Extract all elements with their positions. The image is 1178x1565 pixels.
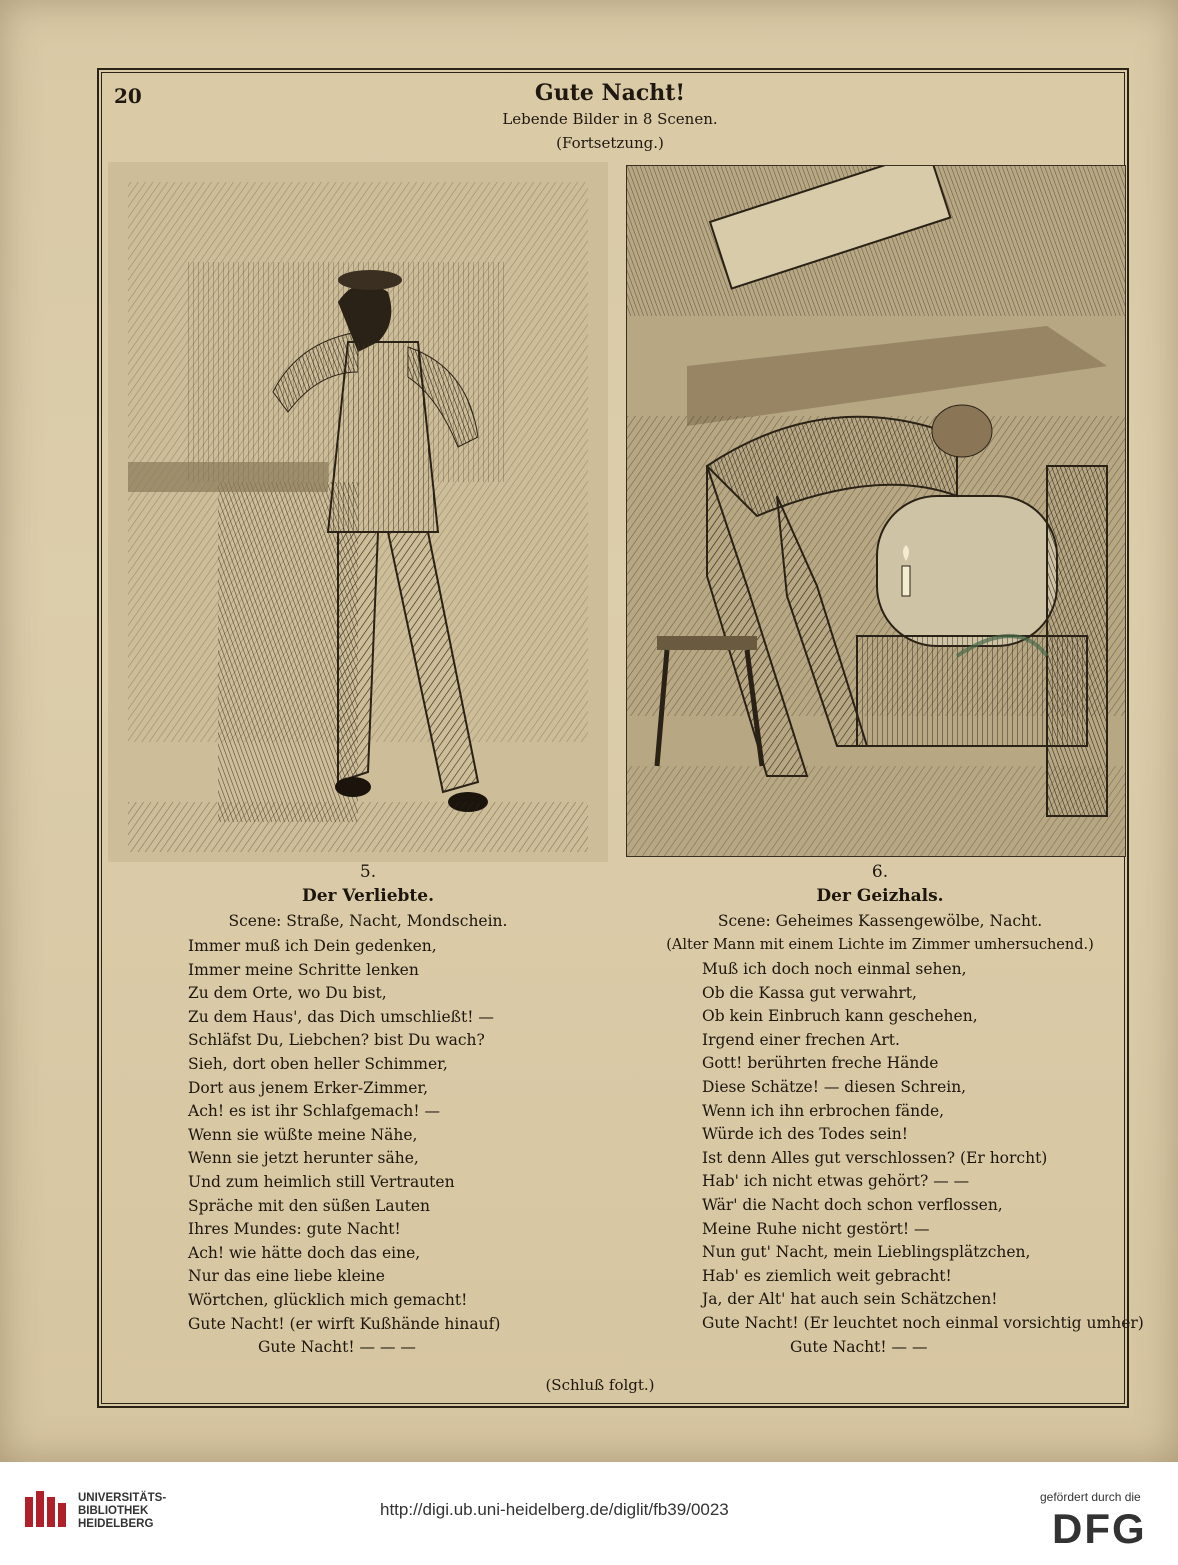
funding-note: gefördert durch die — [1040, 1490, 1141, 1504]
scene-5-column — [108, 862, 628, 1362]
university-name-line: UNIVERSITÄTS- — [78, 1492, 167, 1504]
verse-line: Irgend einer frechen Art. — [702, 1030, 900, 1049]
verse-line: Dort aus jenem Erker-Zimmer, — [188, 1078, 429, 1097]
page-number: 20 — [114, 84, 142, 108]
verse-line: Ja, der Alt' hat auch sein Schätzchen! — [702, 1290, 998, 1309]
miser-engraving — [627, 166, 1125, 856]
verse-line: Wär' die Nacht doch schon verflossen, — [702, 1195, 1003, 1214]
verse-line: Diese Schätze! — diesen Schrein, — [702, 1077, 967, 1096]
verse-line: Wenn sie wüßte meine Nähe, — [188, 1125, 418, 1144]
dfg-logo[interactable]: DFG — [1052, 1505, 1147, 1552]
verse-line: Ist denn Alles gut verschlossen? (Er horcht) — [702, 1148, 1048, 1167]
verse-line: Gute Nacht! (er wirft Kußhände hinauf) — [188, 1314, 501, 1333]
verse-line: Immer meine Schritte lenken — [188, 960, 419, 979]
scene-number: 5. — [359, 862, 377, 882]
verse-line: Ob kein Einbruch kann geschehen, — [702, 1007, 978, 1026]
verse-line: Meine Ruhe nicht gestört! — — [702, 1219, 930, 1238]
scene-heading: Der Geizhals. — [816, 886, 944, 906]
verse-line: Ach! es ist ihr Schlafgemach! — — [188, 1102, 440, 1121]
verse-line: Und zum heimlich still Vertrauten — [188, 1172, 455, 1191]
verse-line: Wörtchen, glücklich mich gemacht! — [188, 1290, 468, 1309]
permalink-url[interactable]: http://digi.ub.uni-heidelberg.de/diglit/fb39/0023 — [380, 1500, 729, 1519]
verse-line: Schläfst Du, Liebchen? bist Du wach? — [188, 1031, 485, 1050]
scene-number: 6. — [871, 862, 889, 882]
verse-final: Gute Nacht! — — — [790, 1337, 928, 1356]
verse-line: Hab' es ziemlich weit gebracht! — [702, 1266, 952, 1285]
scene-6-column — [630, 862, 1144, 1361]
verse-line: Hab' ich nicht etwas gehört? — — — [702, 1172, 970, 1191]
university-name[interactable] — [78, 1492, 166, 1531]
page-subtitle: Lebende Bilder in 8 Scenen. — [502, 110, 718, 128]
stage-direction: (Alter Mann mit einem Lichte im Zimmer umhersuchend.) — [666, 937, 1094, 953]
verse-line: Nur das eine liebe kleine — [188, 1267, 385, 1286]
verse-final: Gute Nacht! — — — — [258, 1338, 416, 1357]
university-name-line: BIBLIOTHEK — [78, 1505, 149, 1517]
verse-line: Spräche mit den süßen Lauten — [188, 1196, 431, 1215]
continuation-note: (Fortsetzung.) — [556, 134, 664, 152]
verse-line: Immer muß ich Dein gedenken, — [188, 937, 437, 955]
verse-line: Zu dem Orte, wo Du bist, — [188, 984, 387, 1003]
verse-line: Zu dem Haus', das Dich umschließt! — — [188, 1007, 494, 1026]
verse-line: Ach! wie hätte doch das eine, — [188, 1243, 421, 1262]
verse-line: Wenn ich ihn erbrochen fände, — [702, 1101, 945, 1120]
verse-line: Würde ich des Todes sein! — [702, 1125, 908, 1144]
verse-line: Gott! berührten freche Hände — [702, 1054, 939, 1073]
closing-note: (Schluß folgt.) — [545, 1376, 655, 1394]
scene-setting: Scene: Geheimes Kassengewölbe, Nacht. — [717, 912, 1043, 930]
page-title: Gute Nacht! — [534, 80, 686, 106]
verse-line: Gute Nacht! (Er leuchtet noch einmal vorsichtig umher) — [702, 1313, 1144, 1332]
verse-line: Nun gut' Nacht, mein Lieblingsplätzchen, — [702, 1243, 1031, 1262]
university-logo-icon[interactable] — [20, 1485, 70, 1535]
scene-setting: Scene: Straße, Nacht, Mondschein. — [228, 912, 508, 930]
illustration-miser — [626, 165, 1126, 857]
university-name-line: HEIDELBERG — [78, 1518, 154, 1530]
scene-heading: Der Verliebte. — [301, 886, 435, 906]
verse-line: Sieh, dort oben heller Schimmer, — [188, 1054, 448, 1073]
verse-line: Ob die Kassa gut verwahrt, — [702, 983, 917, 1002]
lover-engraving — [108, 162, 608, 862]
verse-line: Ihres Mundes: gute Nacht! — [188, 1220, 401, 1239]
verse-line: Muß ich doch noch einmal sehen, — [702, 960, 967, 978]
verse-line: Wenn sie jetzt herunter sähe, — [188, 1149, 419, 1168]
illustration-lover — [108, 162, 608, 862]
